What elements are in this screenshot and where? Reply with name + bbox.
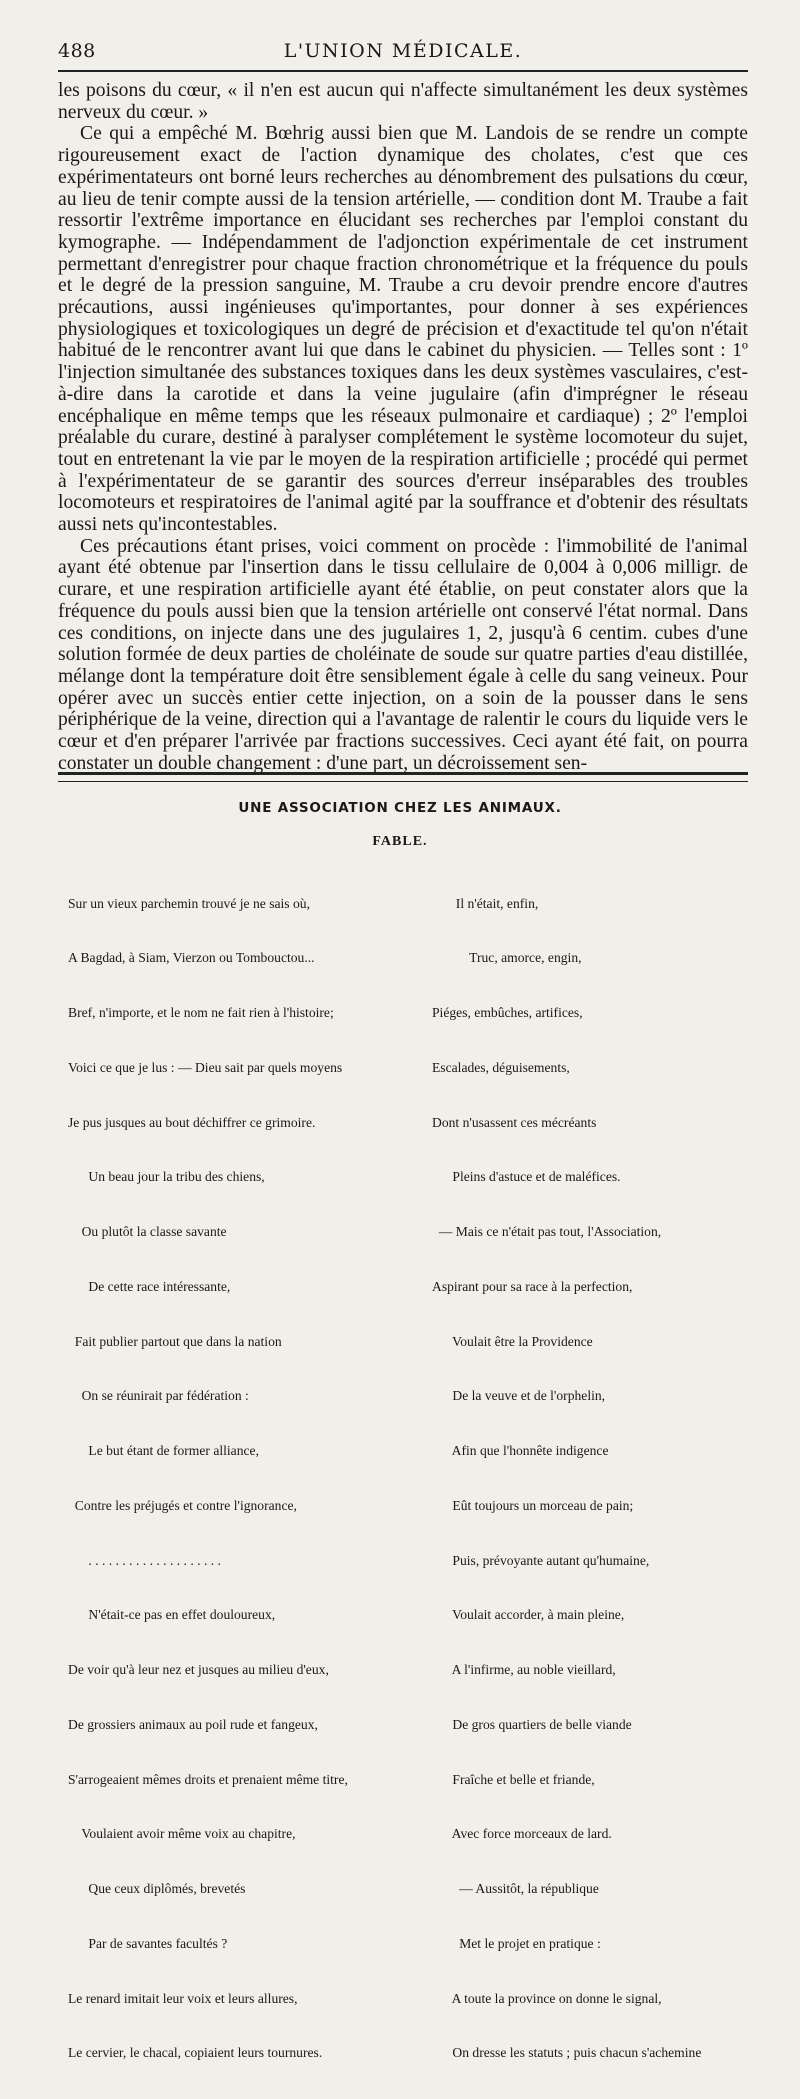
poem-line: A toute la province on donne le signal, <box>432 1990 662 2006</box>
poem-line: Piéges, embûches, artifices, <box>432 1005 583 1020</box>
article-body <box>58 80 748 775</box>
poem-line: Puis, prévoyante autant qu'humaine, <box>432 1552 650 1568</box>
section-title: UNE ASSOCIATION CHEZ LES ANIMAUX. <box>238 800 562 816</box>
poem-line: — Aussitôt, la république <box>432 1881 599 1896</box>
poem-line: Ou plutôt la classe savante <box>68 1224 227 1239</box>
poem-line: Pleins d'astuce et de maléfices. <box>432 1169 621 1185</box>
poem-right-column <box>432 858 752 2099</box>
poem-line: De la veuve et de l'orphelin, <box>432 1388 606 1404</box>
section-divider <box>58 772 748 782</box>
poem-line: Le cervier, le chacal, copiaient leurs tournures. <box>68 2045 323 2061</box>
poem-line: De gros quartiers de belle viande <box>432 1716 632 1732</box>
page-number: 488 <box>58 40 96 62</box>
poem-line: Le renard imitait leur voix et leurs allures, <box>68 1990 298 2006</box>
poem-line: Voici ce que je lus : — Dieu sait par quels moyens <box>68 1059 343 1075</box>
poem-left-column <box>68 858 428 2099</box>
poem-line: Je pus jusques au bout déchiffrer ce grimoire. <box>68 1114 316 1130</box>
poem-line: A l'infirme, au noble vieillard, <box>432 1662 616 1677</box>
poem-line: . . . . . . . . . . . . . . . . . . . . <box>68 1552 221 1568</box>
poem-line: Voulait être la Providence <box>432 1333 593 1349</box>
poem-line: Un beau jour la tribu des chiens, <box>68 1169 265 1185</box>
poem-line: Truc, amorce, engin, <box>432 950 582 966</box>
poem-line: Aspirant pour sa race à la perfection, <box>432 1278 633 1294</box>
poem-line: Escalades, déguisements, <box>432 1059 570 1075</box>
paragraph: Ces précautions étant prises, voici comment on procède : l'immobilité de l'animal ayant été obtenue par l'insertion dans le tissu cellulaire de 0,004 à 0,006 milligr. de curare, et une respiration artificielle ayant été établie, on peut constater alors que la fréquence du pouls aussi bien que la tension artérielle ont conservé l'état normal. Dans ces conditions, on injecte dans une des jugulaires 1, 2, jusqu'à 6 centim. cubes d'une solution formée de deux parties de choléinate de soude sur quatre parties d'eau distillée, mélange dont la température doit être sensiblement égale à celle du sang veineux. Pour opérer avec un succès entier cette injection, on a soin de la pousser dans le sens périphérique de la veine, direction qui a l'avantage de ralentir le cours du liquide vers le cœur et d'en préparer l'arrivée par fractions successives. Ceci ayant été fait, on pourra constater un double changement : d'une part, un décroissement sen- <box>58 535 748 774</box>
paragraph: Ce qui a empêché M. Bœhrig aussi bien que M. Landois de se rendre un compte rigoureusement exact de l'action dynamique des cholates, c'est que ces expérimentateurs ont borné leurs recherches au dénombrement des pulsations du cœur, au lieu de tenir compte aussi de la tension artérielle, — condition dont M. Traube a fait ressortir l'extrême importance en élucidant ses recherches par l'emploi constant du kymographe. — Indépendamment de l'adjonction expérimentale de cet instrument permettant d'enregistrer pour chaque fraction chronométrique et la fréquence du pouls et le degré de la pression sanguine, M. Traube a cru devoir prendre encore d'autres précautions, aussi ingénieuses qu'importantes, pour donner à ses expériences physiologiques et toxicologiques un degré de précision et d'exactitude tel qu'on n'était habitué de le rencontrer avant lui que dans le cabinet du physicien. — Telles sont : 1º l'injection simultanée des substances toxiques dans les deux systèmes vasculaires, c'est-à-dire dans la carotide et dans la veine jugulaire (afin d'imprégner le réseau encéphalique en même temps que les réseaux pulmonaire et cardiaque) ; 2º l'emploi préalable du curare, destiné à paralyser complétement le système locomoteur du sujet, tout en entretenant la vie par le moyen de la respiration artificielle ; procédé qui permet à l'expérimentateur de se garantir des sources d'erreur inséparables des troubles locomoteurs et respiratoires de l'animal agité par la souffrance et d'obtenir des résultats aussi nets qu'incontestables. <box>58 123 748 536</box>
poem-line: Eût toujours un morceau de pain; <box>432 1497 634 1513</box>
poem-line: — Mais ce n'était pas tout, l'Association, <box>432 1224 662 1239</box>
page-header <box>58 36 748 66</box>
journal-title: L'UNION MÉDICALE. <box>283 40 523 62</box>
poem-line: Fait publier partout que dans la nation <box>68 1333 282 1349</box>
poem-line: Que ceux diplômés, brevetés <box>68 1881 246 1896</box>
poem-line: On se réunirait par fédération : <box>68 1388 249 1404</box>
poem-line: Fraîche et belle et friande, <box>432 1771 595 1787</box>
poem-line: Avec force morceaux de lard. <box>432 1826 612 1842</box>
poem-line: Le but étant de former alliance, <box>68 1443 259 1458</box>
header-rule <box>58 70 748 72</box>
poem-line: Voulaient avoir même voix au chapitre, <box>68 1826 296 1842</box>
poem-line: Bref, n'importe, et le nom ne fait rien à l'histoire; <box>68 1005 334 1020</box>
poem-line: De voir qu'à leur nez et jusques au milieu d'eux, <box>68 1662 329 1677</box>
poem-line: Il n'était, enfin, <box>432 895 539 911</box>
fable-label: FABLE. <box>372 834 428 849</box>
poem-line: S'arrogeaient mêmes droits et prenaient même titre, <box>68 1771 348 1787</box>
poem-line: N'était-ce pas en effet douloureux, <box>68 1607 276 1623</box>
poem-line: A Bagdad, à Siam, Vierzon ou Tombouctou... <box>68 950 315 966</box>
poem-line: Voulait accorder, à main pleine, <box>432 1607 625 1623</box>
poem-line: Afin que l'honnête indigence <box>432 1443 609 1458</box>
paragraph: les poisons du cœur, « il n'en est aucun qui n'affecte simultanément les deux systèmes nerveux du cœur. » <box>58 80 748 123</box>
poem-line: Dont n'usassent ces mécréants <box>432 1114 597 1130</box>
poem-line: Contre les préjugés et contre l'ignorance, <box>68 1497 297 1513</box>
poem-line: De grossiers animaux au poil rude et fangeux, <box>68 1716 318 1732</box>
poem-line: Par de savantes facultés ? <box>68 1935 228 1951</box>
poem-line: Met le projet en pratique : <box>432 1935 601 1951</box>
poem-line: De cette race intéressante, <box>68 1278 231 1294</box>
poem-line: On dresse les statuts ; puis chacun s'achemine <box>432 2045 702 2061</box>
poem-line: Sur un vieux parchemin trouvé je ne sais où, <box>68 895 310 911</box>
